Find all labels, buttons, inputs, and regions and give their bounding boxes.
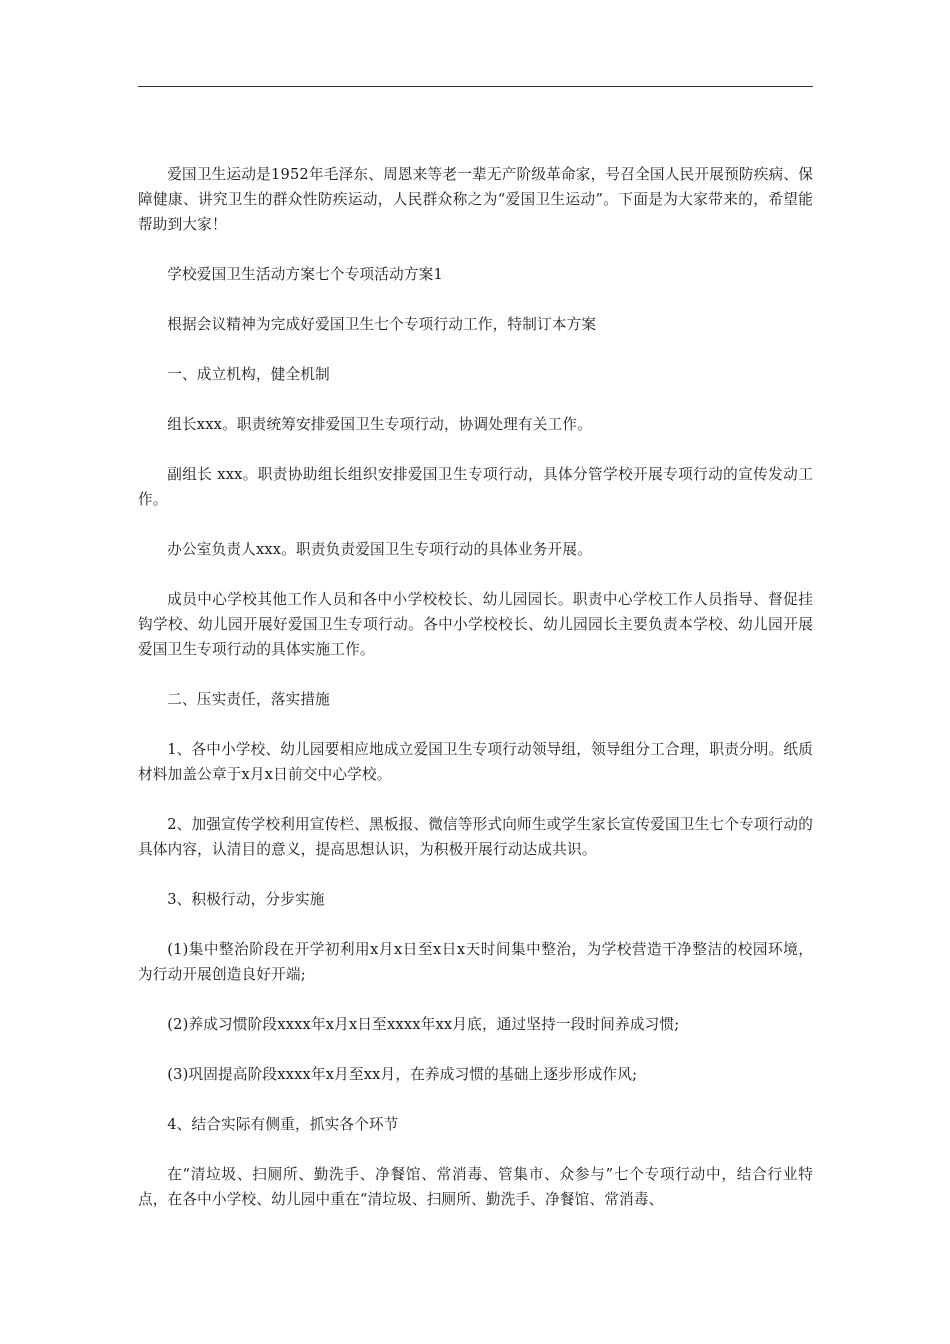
stage-3-paragraph: (3)巩固提高阶段xxxx年x月至xx月，在养成习惯的基础上逐步形成作风; xyxy=(167,1066,638,1083)
stage-1-paragraph: (1)集中整治阶段在开学初利用x月x日至x日x天时间集中整治，为学校营造干净整洁的校园环境，为行动开展创造良好开端; xyxy=(138,941,813,983)
plan-purpose: 根据会议精神为完成好爱国卫生七个专项行动工作，特制订本方案 xyxy=(167,316,597,333)
leader-paragraph: 组长xxx。职责统筹安排爱国卫生专项行动，协调处理有关工作。 xyxy=(167,416,592,433)
intro-paragraph: 爱国卫生运动是1952年毛泽东、周恩来等老一辈无产阶级革命家，号召全国人民开展预防疾病、保障健康、讲究卫生的群众性防疾运动，人民群众称之为“爱国卫生运动”。下面是为大家带来的，希望能帮助到大家！ xyxy=(138,166,813,233)
header-rule xyxy=(138,86,813,87)
stage-2-paragraph: (2)养成习惯阶段xxxx年x月x日至xxxx年xx月底，通过坚持一段时间养成习惯; xyxy=(167,1016,680,1033)
section-heading-2: 二、压实责任，落实措施 xyxy=(167,691,330,708)
item-1-paragraph: 1、各中小学校、幼儿园要相应地成立爱国卫生专项行动领导组，领导组分工合理，职责分明。纸质材料加盖公章于x月x日前交中心学校。 xyxy=(138,741,813,783)
item-3-heading: 3、积极行动，分步实施 xyxy=(167,891,325,908)
document-body xyxy=(138,162,813,1237)
plan-title: 学校爱国卫生活动方案七个专项活动方案1 xyxy=(167,266,443,283)
deputy-leader-paragraph: 副组长 xxx。职责协助组长组织安排爱国卫生专项行动，具体分管学校开展专项行动的宣传发动工作。 xyxy=(138,466,813,508)
seven-actions-paragraph: 在“清垃圾、扫厕所、勤洗手、净餐馆、常消毒、管集市、众参与”七个专项行动中，结合行业特点，在各中小学校、幼儿园中重在“清垃圾、扫厕所、勤洗手、净餐馆、常消毒、 xyxy=(138,1166,813,1208)
office-head-paragraph: 办公室负责人xxx。职责负责爱国卫生专项行动的具体业务开展。 xyxy=(167,541,592,558)
members-paragraph: 成员中心学校其他工作人员和各中小学校校长、幼儿园园长。职责中心学校工作人员指导、督促挂钩学校、幼儿园开展好爱国卫生专项行动。各中小学校校长、幼儿园园长主要负责本学校、幼儿园开展爱国卫生专项行动的具体实施工作。 xyxy=(138,591,813,658)
item-2-paragraph: 2、加强宣传学校利用宣传栏、黑板报、微信等形式向师生或学生家长宣传爱国卫生七个专项行动的具体内容，认清目的意义，提高思想认识，为积极开展行动达成共识。 xyxy=(138,816,813,858)
section-heading-1: 一、成立机构，健全机制 xyxy=(167,366,330,383)
item-4-heading: 4、结合实际有侧重，抓实各个环节 xyxy=(167,1116,399,1133)
